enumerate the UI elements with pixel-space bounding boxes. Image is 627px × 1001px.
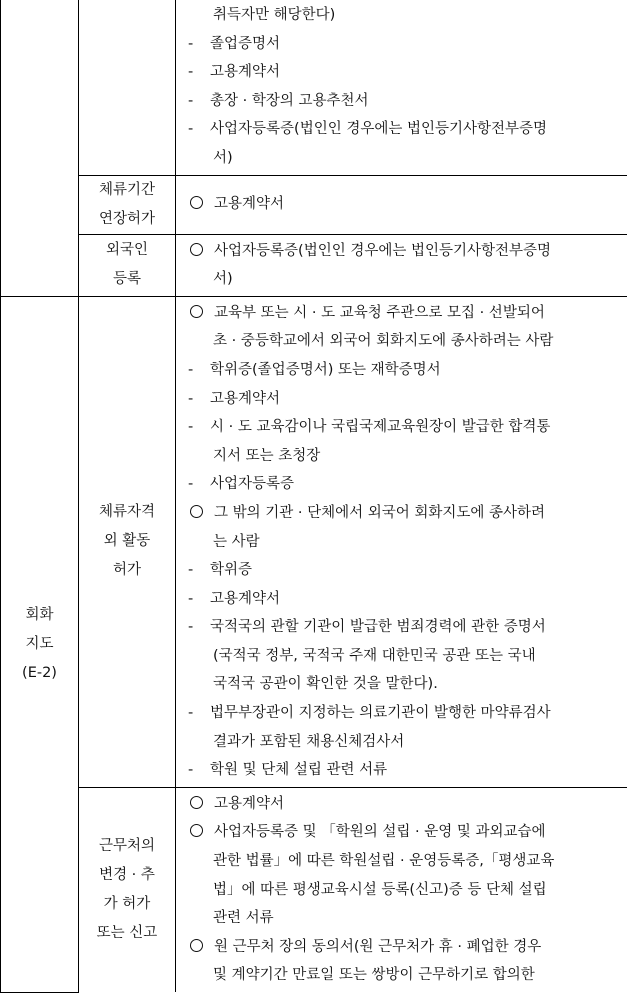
dash-bullet: -: [188, 64, 194, 81]
subcategory-label: 외 활동: [103, 533, 151, 550]
document-line: [188, 876, 619, 905]
documents-cell: [176, 296, 627, 787]
document-text: 학위증: [210, 562, 253, 579]
subcategory-label: 또는 신고: [96, 924, 158, 941]
document-line: [188, 1, 619, 30]
dash-bullet: -: [188, 35, 194, 52]
document-line: [188, 144, 619, 173]
document-line: [188, 58, 619, 87]
circle-bullet-icon: [190, 824, 203, 837]
documents-cell: [176, 175, 627, 234]
table-row: [1, 787, 627, 992]
subcategory-cell: [79, 0, 176, 175]
document-text: 사업자등록증 및 「학원의 설립 · 운영 및 과외교습에: [214, 824, 546, 841]
dash-bullet: -: [188, 121, 194, 138]
documents-cell: [176, 787, 627, 992]
document-text: 국적국 공관이 확인한 것을 말한다).: [213, 676, 438, 693]
document-line: [188, 499, 619, 528]
document-text: 고용계약서: [210, 390, 281, 407]
document-line: [188, 585, 619, 614]
subcategory-label: 체류기간: [98, 181, 156, 198]
table-row: [1, 296, 627, 787]
category-label: 지도: [25, 635, 54, 652]
document-line: [188, 847, 619, 876]
table-row: [1, 0, 627, 175]
dash-bullet: -: [188, 92, 194, 109]
circle-bullet-icon: [190, 196, 203, 209]
document-text: 고용계약서: [214, 795, 285, 812]
dash-bullet: -: [188, 762, 194, 779]
subcategory-label: 변경 · 추: [99, 866, 155, 883]
document-line: [188, 613, 619, 642]
subcategory-label: 가 허가: [103, 895, 151, 912]
document-text: 는 사람: [213, 533, 260, 550]
subcategory-label: 등록: [112, 271, 141, 288]
document-line: [188, 30, 619, 59]
documents-cell: [176, 0, 627, 175]
document-line: [188, 528, 619, 557]
category-cell: [1, 296, 79, 992]
document-text: 학원 및 단체 설립 관련 서류: [210, 762, 388, 779]
document-text: 서): [213, 271, 233, 288]
document-text: 총장 · 학장의 고용추천서: [210, 92, 369, 109]
circle-bullet-icon: [190, 243, 203, 256]
dash-bullet: -: [188, 476, 194, 493]
subcategory-cell: [79, 234, 176, 296]
documents-cell: [176, 234, 627, 296]
document-line: [188, 115, 619, 144]
category-cell: [1, 0, 79, 296]
document-line: [188, 442, 619, 471]
circle-bullet-icon: [190, 939, 203, 952]
document-line: [188, 470, 619, 499]
document-line: [188, 327, 619, 356]
document-text: 법」에 따른 평생교육시설 등록(신고)증 등 단체 설립: [213, 881, 547, 898]
document-line: [188, 699, 619, 728]
dash-bullet: -: [188, 562, 194, 579]
subcategory-cell: [79, 175, 176, 234]
document-line: [188, 933, 619, 962]
document-text: 결과가 포함된 채용신체검사서: [213, 733, 405, 750]
document-line: [188, 237, 619, 266]
document-text: (국적국 정부, 국적국 주재 대한민국 공관 또는 국내: [213, 647, 536, 664]
document-text: 사업자등록증(법인인 경우에는 법인등기사항전부증명: [210, 121, 548, 138]
subcategory-cell: [79, 296, 176, 787]
document-text: 고용계약서: [214, 196, 285, 213]
circle-bullet-icon: [190, 505, 203, 518]
document-text: 고용계약서: [210, 64, 281, 81]
document-text: 관련 서류: [213, 910, 274, 927]
document-text: 그 밖의 기관 · 단체에서 외국어 회화지도에 종사하려: [214, 504, 546, 521]
document-line: [188, 790, 619, 819]
document-line: [188, 642, 619, 671]
document-text: 고용계약서: [210, 590, 281, 607]
document-text: 및 계약기간 만료일 또는 쌍방이 근무하기로 합의한: [213, 967, 535, 984]
document-text: 취득자만 해당한다): [213, 7, 336, 23]
document-line: [188, 756, 619, 785]
document-line: [188, 356, 619, 385]
document-text: 사업자등록증: [210, 476, 295, 493]
document-text: 사업자등록증(법인인 경우에는 법인등기사항전부증명: [214, 242, 552, 259]
document-text: 초 · 중등학교에서 외국어 회화지도에 종사하려는 사람: [213, 333, 554, 350]
document-text: 학위증(졸업증명서) 또는 재학증명서: [210, 361, 441, 378]
document-text: 지서 또는 초청장: [213, 447, 321, 464]
document-line: [188, 904, 619, 933]
subcategory-label: 연장허가: [98, 210, 156, 227]
document-text: 서): [213, 149, 233, 166]
document-line: [188, 190, 619, 219]
requirements-table-body: [1, 0, 627, 992]
dash-bullet: -: [188, 361, 194, 378]
document-line: [188, 728, 619, 757]
subcategory-label: 허가: [112, 562, 141, 579]
document-line: [188, 299, 619, 328]
dash-bullet: -: [188, 619, 194, 636]
document-line: [188, 87, 619, 116]
dash-bullet: -: [188, 590, 194, 607]
document-line: [188, 818, 619, 847]
document-text: 원 근무처 장의 동의서(원 근무처가 휴 · 폐업한 경우: [214, 938, 542, 955]
category-label: (E-2): [22, 664, 57, 681]
document-text: 시 · 도 교육감이나 국립국제교육원장이 발급한 합격통: [210, 419, 551, 436]
document-text: 교육부 또는 시 · 도 교육청 주관으로 모집 · 선발되어: [214, 304, 545, 321]
dash-bullet: -: [188, 419, 194, 436]
document-line: [188, 670, 619, 699]
subcategory-cell: [79, 787, 176, 992]
document-text: 국적국의 관할 기관이 발급한 범죄경력에 관한 증명서: [210, 619, 546, 636]
table-row: [1, 234, 627, 296]
table-row: [1, 175, 627, 234]
subcategory-label: 근무처의: [98, 837, 156, 854]
category-label: 회화: [25, 606, 54, 623]
document-line: [188, 385, 619, 414]
document-line: [188, 265, 619, 294]
subcategory-label: 체류자격: [98, 504, 156, 521]
document-line: [188, 961, 619, 990]
circle-bullet-icon: [190, 796, 203, 809]
subcategory-label: 외국인: [105, 242, 149, 259]
document-line: [188, 556, 619, 585]
document-line: [188, 413, 619, 442]
document-text: 졸업증명서: [210, 35, 281, 52]
dash-bullet: -: [188, 390, 194, 407]
circle-bullet-icon: [190, 305, 203, 318]
document-text: 법무부장관이 지정하는 의료기관이 발행한 마약류검사: [210, 705, 551, 722]
document-text: 관한 법률」에 따른 학원설립 · 운영등록증,「평생교육: [213, 853, 555, 870]
dash-bullet: -: [188, 705, 194, 722]
